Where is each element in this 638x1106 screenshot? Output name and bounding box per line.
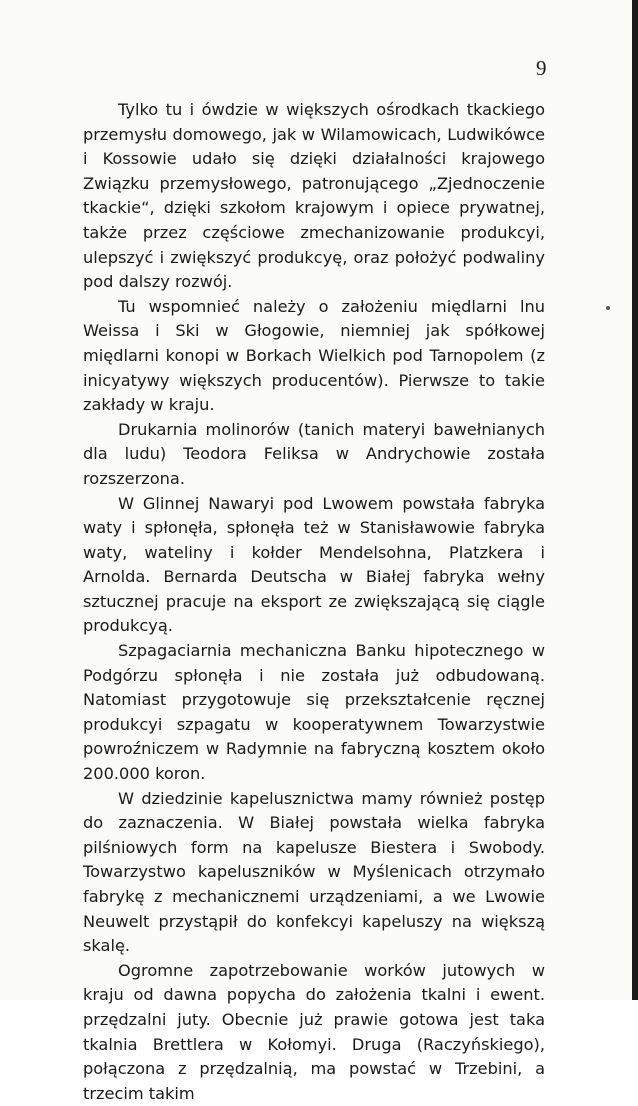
margin-mark: [606, 306, 610, 310]
page-number: 9: [536, 56, 547, 80]
paragraph-cotton-wool-factories: W Glinnej Nawaryi pod Lwowem powstała fabryka waty i spłonęła, spłonęła też w Stanisławowie fabryka waty, wateliny i kołder Mendelsohna, Platzkera i Arnolda. Bernarda Deutscha w Białej fabryka wełny sztucznej pracuje na eksport ze zwiększającą się ciągle produkcyą.: [83, 493, 545, 636]
paragraph-weaving: Tylko tu i ówdzie w większych ośrodkach tkackiego przemysłu domowego, jak w Wilamowicach, Ludwikówce i Kossowie udało się dzięki działalności krajowego Związku przemysłowego, patronującego „Zjednoczenie tkackie“, dzięki szkołom krajowym i opiece prywatnej, także przez częściowe zmechanizowanie produkcyi, ulepszyć i zwiększyć produkcyę, oraz położyć podwaliny pod dalszy rozwój.: [83, 100, 545, 292]
paragraph-jute-mills: Ogromne zapotrzebowanie worków jutowych w kraju od dawna popycha do założenia tkalni i ewent. przędzalni juty. Obecnie już prawie gotowa jest taka tkalnia Brettlera w Kołomyi. Druga (Raczyńskiego), połączona z przędzalnią, ma powstać w Trzebini, a trzecim takim: [83, 960, 545, 1103]
paragraph-flax-mills: Tu wspomnieć należy o założeniu międlarni lnu Weissa i Ski w Głogowie, niemniej jak spółkowej międlarni konopi w Borkach Wielkich pod Tarnopolem (z inicyatywy większych producentów). Pierwsze to takie zakłady w kraju.: [83, 296, 545, 415]
page-edge-shadow: [632, 0, 638, 1000]
paragraph-twine-factory: Szpagaciarnia mechaniczna Banku hipotecznego w Podgórzu spłonęła i nie została już odbudowaną. Natomiast przygotowuje się przekształcenie ręcznej produkcyi szpagatu w kooperatywnem Towarzystwie powroźniczem w Radymnie na fabryczną kosztem około 200.000 koron.: [83, 641, 545, 784]
paragraph-hat-making: W dziedzinie kapelusznictwa mamy również postęp do zaznaczenia. W Białej powstała wielka fabryka pilśniowych form na kapelusze Biestera i Swobody. Towarzystwo kapeluszników w Myślenicach otrzymało fabrykę z mechanicznemi urządzeniami, a we Lwowie Neuwelt przystąpił do konfekcyi kapeluszy na większą skalę.: [83, 788, 545, 956]
body-text: [83, 98, 545, 1106]
paragraph-printing-works: Drukarnia molinorów (tanich materyi bawełnianych dla ludu) Teodora Feliksa w Andrychowie została rozszerzona.: [83, 419, 545, 488]
